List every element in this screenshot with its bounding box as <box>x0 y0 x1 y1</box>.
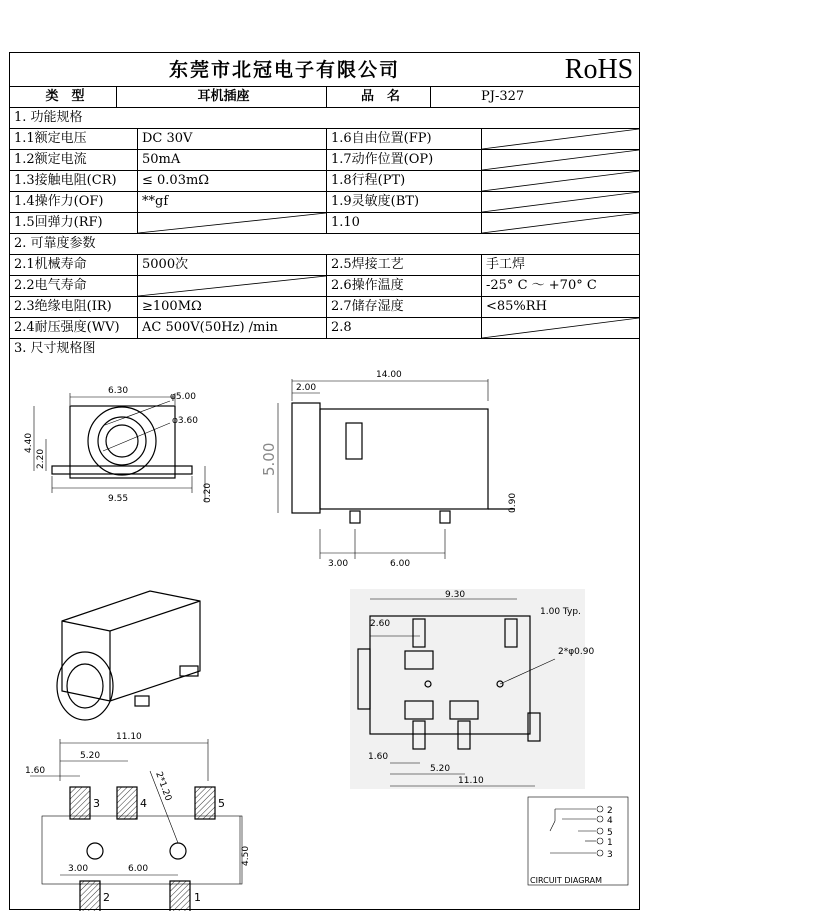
section1-row <box>10 171 639 192</box>
spec-value: **gf <box>138 192 327 212</box>
footprint-view <box>25 732 251 911</box>
dim-11-10: 11.10 <box>116 732 142 742</box>
dim-0-9: 0.90 <box>508 492 518 513</box>
dim-2: 2.00 <box>296 383 317 393</box>
spec-label: 1.9灵敏度(BT) <box>327 192 482 212</box>
dim-11-1: 11.10 <box>458 776 484 786</box>
section1-title: 1. 功能规格 <box>14 110 83 125</box>
section1-title-row <box>10 108 639 129</box>
spec-value <box>138 213 327 233</box>
dim-9-55: 9.55 <box>108 494 129 504</box>
spec-value: 50mA <box>138 150 327 170</box>
section3-title-row <box>10 339 639 361</box>
spec-label: 2.3绝缘电阻(IR) <box>10 297 138 317</box>
spec-label: 1.6自由位置(FP) <box>327 129 482 149</box>
pin-3: 3 <box>93 797 100 810</box>
dim-3-00: 3.00 <box>68 864 89 874</box>
dim-4-5: 4.50 <box>241 845 251 866</box>
dim-0-20: 0.20 <box>203 482 213 503</box>
cpin-5: 5 <box>607 828 613 838</box>
type-label: 类 型 <box>10 87 117 107</box>
cpin-3: 3 <box>607 850 613 860</box>
spec-value: -25° C ～ +70° C <box>486 278 597 293</box>
section2-title-row <box>10 234 639 255</box>
dim-5-2: 5.20 <box>430 764 451 774</box>
section2-title: 2. 可靠度参数 <box>14 236 96 251</box>
dim-1-6: 1.60 <box>368 752 389 762</box>
dim-2-20: 2.20 <box>36 448 46 469</box>
circuit-diagram <box>528 797 628 885</box>
section2-row <box>10 297 639 318</box>
spec-value: 5000次 <box>138 255 327 275</box>
spec-label: 2.7储存湿度 <box>327 297 482 317</box>
spec-value: ≥100MΩ <box>138 297 327 317</box>
spec-label: 1.7动作位置(OP) <box>327 150 482 170</box>
dim-1-60: 1.60 <box>25 766 46 776</box>
spec-value: AC 500V(50Hz) /min <box>138 318 327 338</box>
spec-value <box>482 129 639 149</box>
dim-phi3-6: φ3.60 <box>172 416 198 426</box>
circuit-label: CIRCUIT DIAGRAM <box>530 876 602 885</box>
bottom-view <box>350 589 594 789</box>
dim-phi5: φ5.00 <box>170 392 196 402</box>
dim-9-3: 9.30 <box>445 590 466 600</box>
front-view <box>24 386 213 504</box>
dim-2-6: 2.60 <box>370 619 391 629</box>
section2-row <box>10 255 639 276</box>
dim-2phi09: 2*φ0.90 <box>558 647 595 657</box>
dim-4-40: 4.40 <box>24 432 34 453</box>
spec-value <box>482 150 639 170</box>
spec-value <box>482 318 639 338</box>
spec-label: 2.8 <box>327 318 482 338</box>
spec-value: DC 30V <box>138 129 327 149</box>
spec-sheet <box>9 52 640 910</box>
spec-label: 2.6操作温度 <box>327 276 482 296</box>
spec-value <box>138 276 327 296</box>
side-view <box>260 370 518 569</box>
pin-4: 4 <box>140 797 147 810</box>
perspective-view <box>57 591 200 720</box>
spec-label: 1.2额定电流 <box>10 150 138 170</box>
pin-5: 5 <box>218 797 225 810</box>
section2-row <box>10 276 639 297</box>
company-name: 东莞市北冠电子有限公司 <box>168 59 400 81</box>
pin-1: 1 <box>194 891 201 904</box>
type-value: 耳机插座 <box>117 87 327 107</box>
rohs-mark: RoHS <box>564 54 634 85</box>
section1-row <box>10 192 639 213</box>
spec-label: 1.1额定电压 <box>10 129 138 149</box>
cpin-1: 1 <box>607 838 613 848</box>
cpin-4: 4 <box>607 816 613 826</box>
spec-label: 2.1机械寿命 <box>10 255 138 275</box>
section1-row <box>10 129 639 150</box>
section2-row <box>10 318 639 339</box>
type-row <box>10 87 639 108</box>
dim-14: 14.00 <box>376 370 402 380</box>
name-label: 品 名 <box>327 87 431 107</box>
section1-row <box>10 150 639 171</box>
section3-title: 3. 尺寸规格图 <box>14 341 96 356</box>
dimension-drawing <box>10 361 639 911</box>
spec-value: <85%RH <box>486 299 547 314</box>
dim-3: 3.00 <box>328 559 349 569</box>
spec-value: ≤ 0.03mΩ <box>138 171 327 191</box>
spec-label: 1.5回弹力(RF) <box>10 213 138 233</box>
dim-1-typ: 1.00 Typ. <box>540 607 581 617</box>
dim-5: 5.00 <box>260 442 278 476</box>
dim-6-00: 6.00 <box>128 864 149 874</box>
spec-label: 1.3接触电阻(CR) <box>10 171 138 191</box>
spec-label: 2.2电气寿命 <box>10 276 138 296</box>
header-row <box>10 53 639 87</box>
spec-value <box>482 213 639 233</box>
spec-value <box>482 192 639 212</box>
spec-label: 1.8行程(PT) <box>327 171 482 191</box>
dim-2x1-2: 2*1.20 <box>153 770 173 803</box>
spec-label: 2.4耐压强度(WV) <box>10 318 138 338</box>
cpin-2: 2 <box>607 806 613 816</box>
spec-value <box>482 171 639 191</box>
spec-label: 1.4操作力(OF) <box>10 192 138 212</box>
dim-5-20: 5.20 <box>80 751 101 761</box>
spec-value: 手工焊 <box>486 257 526 272</box>
spec-label: 2.5焊接工艺 <box>327 255 482 275</box>
section1-row <box>10 213 639 234</box>
dim-6: 6.00 <box>390 559 411 569</box>
name-value: PJ-327 <box>481 89 525 104</box>
dim-6-30: 6.30 <box>108 386 129 396</box>
pin-2: 2 <box>103 891 110 904</box>
spec-label: 1.10 <box>327 213 482 233</box>
